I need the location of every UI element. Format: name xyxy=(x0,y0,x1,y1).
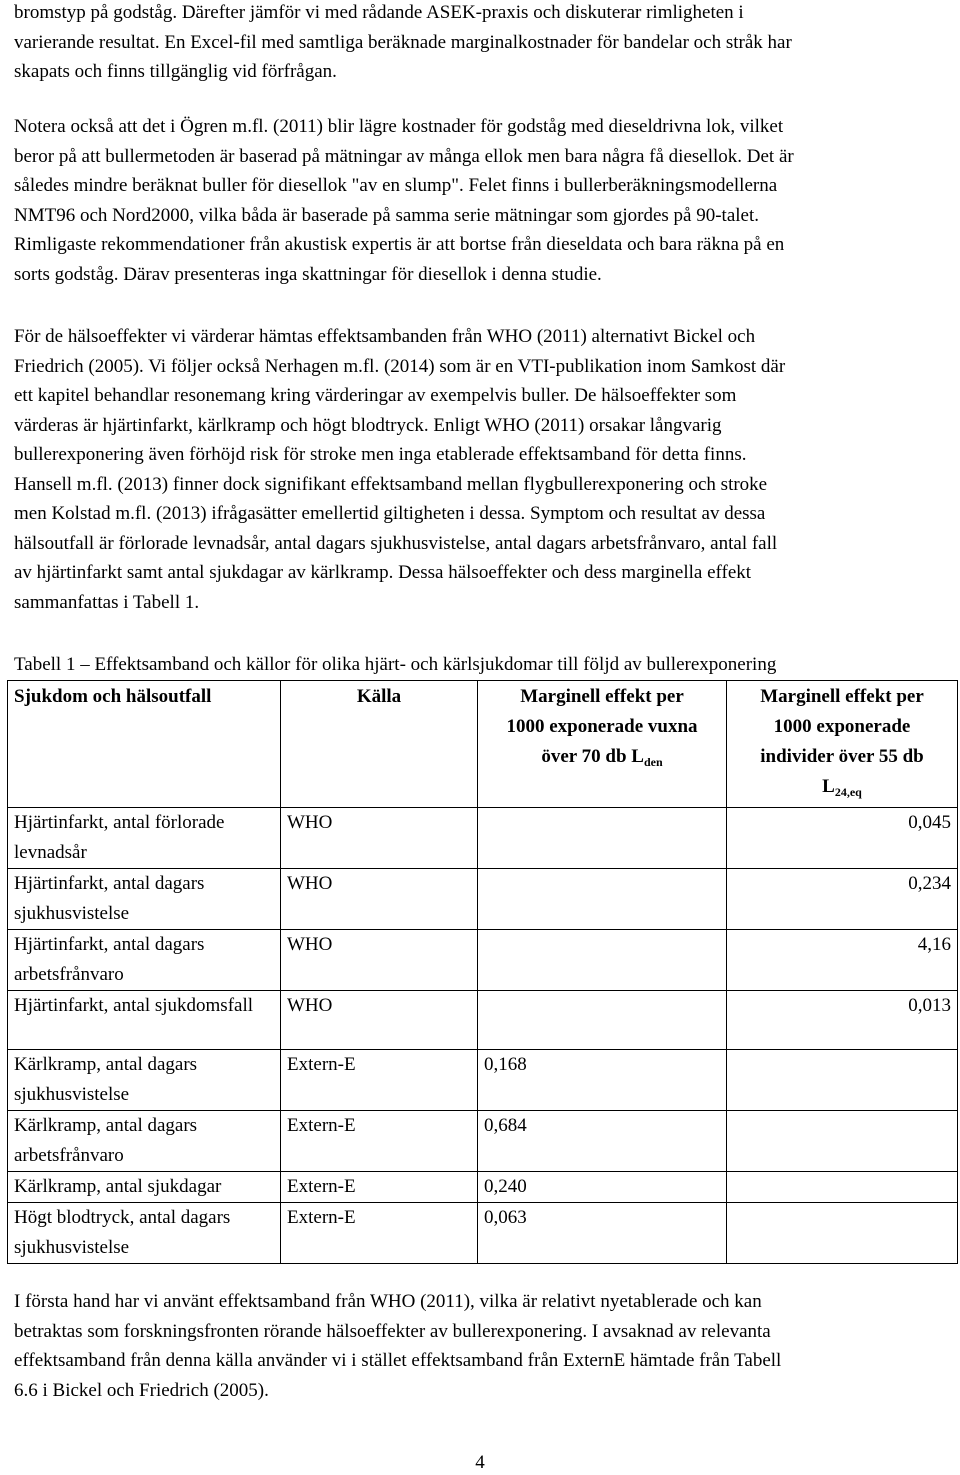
cell-marginal-55db xyxy=(727,1111,958,1172)
diesel-line-3: således mindre beräknat buller för diesellok "av en slump". Felet finns i bullerberäkningsmodellerna xyxy=(14,175,778,196)
cell-marginal-70db: 0,063 xyxy=(478,1203,727,1264)
cell-disease: Hjärtinfarkt, antal sjukdomsfall xyxy=(8,991,281,1050)
page-number: 4 xyxy=(475,1452,485,1473)
header-source: Källa xyxy=(281,681,478,808)
header-disease: Sjukdom och hälsoutfall xyxy=(8,681,281,808)
diesel-paragraph xyxy=(14,112,944,289)
header-marginal-70db: Marginell effekt per 1000 exponerade vuxna över 70 db $L_{den}$ xyxy=(478,681,727,808)
table-caption: Tabell 1 – Effektsamband och källor för olika hjärt- och kärlsjukdomar till följd av bullerexponering xyxy=(14,654,777,675)
cell-disease: Hjärtinfarkt, antal dagars sjukhusvistelse xyxy=(8,869,281,930)
cell-marginal-55db: 4,16 xyxy=(727,930,958,991)
diesel-line-2: beror på att bullermetoden är baserad på mätningar av många ellok men bara några få diesellok. Det är xyxy=(14,145,794,167)
table-row xyxy=(8,1172,958,1203)
cell-marginal-70db: 0,168 xyxy=(478,1050,727,1111)
table-row xyxy=(8,808,958,869)
cell-marginal-55db: 0,234 xyxy=(727,869,958,930)
cell-marginal-55db xyxy=(727,1172,958,1203)
closing-paragraph xyxy=(14,1287,944,1405)
table-header-row xyxy=(8,681,958,808)
table-row xyxy=(8,1203,958,1264)
intro-paragraph xyxy=(14,0,944,87)
cell-disease: Kärlkramp, antal dagars sjukhusvistelse xyxy=(8,1050,281,1111)
health-line-3: ett kapitel behandlar resonemang kring värderingar av exempelvis buller. De hälsoeffekter som xyxy=(14,385,737,406)
cell-disease: Hjärtinfarkt, antal dagars arbetsfrånvaro xyxy=(8,930,281,991)
table-row xyxy=(8,930,958,991)
cell-source: Extern-E xyxy=(281,1172,478,1203)
cell-marginal-70db xyxy=(478,930,727,991)
cell-source: Extern-E xyxy=(281,1050,478,1111)
cell-source: WHO xyxy=(281,991,478,1050)
cell-marginal-70db xyxy=(478,869,727,930)
diesel-line-1: Notera också att det i Ögren m.fl. (2011) blir lägre kostnader för godståg med dieseldrivna lok, vilket xyxy=(14,116,784,137)
health-line-2: Friedrich (2005). Vi följer också Nerhagen m.fl. (2014) som är en VTI-publikation inom Samkost där xyxy=(14,355,786,377)
health-paragraph xyxy=(14,322,944,617)
cell-marginal-70db: 0,240 xyxy=(478,1172,727,1203)
health-line-10: sammanfattas i Tabell 1. xyxy=(14,591,200,613)
cell-marginal-70db: 0,684 xyxy=(478,1111,727,1172)
health-line-5: bullerexponering även förhöjd risk för stroke men inga etablerade effektsamband för detta finns. xyxy=(14,444,747,465)
health-line-6: Hansell m.fl. (2013) finner dock signifikant effektsamband mellan flygbullerexponering och stroke xyxy=(14,473,768,495)
cell-marginal-70db xyxy=(478,808,727,869)
cell-source: WHO xyxy=(281,808,478,869)
intro-line-2: varierande resultat. En Excel-fil med samtliga beräknade marginalkostnader för bandelar och stråk har xyxy=(14,31,792,53)
cell-disease: Hjärtinfarkt, antal förlorade levnadsår xyxy=(8,808,281,869)
diesel-line-4: NMT96 och Nord2000, vilka båda är baserade på samma serie mätningar som gjordes på 90-talet. xyxy=(14,204,759,226)
table-row xyxy=(8,991,958,1050)
cell-marginal-70db xyxy=(478,991,727,1050)
intro-line-1: bromstyp på godståg. Därefter jämför vi med rådande ASEK-praxis och diskuterar rimligheten i xyxy=(14,2,744,23)
diesel-line-6: sorts godståg. Därav presenteras inga skattningar för diesellok i denna studie. xyxy=(14,263,602,285)
closing-line-1: I första hand har vi använt effektsamband från WHO (2011), vilka är relativt nyetablerade och kan xyxy=(14,1291,762,1312)
cell-source: WHO xyxy=(281,869,478,930)
cell-source: Extern-E xyxy=(281,1203,478,1264)
diesel-line-5: Rimligaste rekommendationer från akustisk expertis är att bortse från dieseldata och bara räkna på en xyxy=(14,234,785,255)
table-row xyxy=(8,1111,958,1172)
table-row xyxy=(8,869,958,930)
table-row xyxy=(8,1050,958,1111)
cell-source: WHO xyxy=(281,930,478,991)
cell-marginal-55db: 0,013 xyxy=(727,991,958,1050)
health-line-9: av hjärtinfarkt samt antal sjukdagar av kärlkramp. Dessa hälsoeffekter och dess marginella effekt xyxy=(14,562,752,583)
intro-line-3: skapats och finns tillgänglig vid förfrågan. xyxy=(14,61,337,82)
health-line-8: hälsoutfall är förlorade levnadsår, antal dagars sjukhusvistelse, antal dagars arbetsfrånvaro, antal fall xyxy=(14,532,778,554)
health-line-7: men Kolstad m.fl. (2013) ifrågasätter emellertid giltigheten i dessa. Symptom och resultat av dessa xyxy=(14,503,766,524)
cell-disease: Högt blodtryck, antal dagars sjukhusvistelse xyxy=(8,1203,281,1264)
closing-line-2: betraktas som forskningsfronten rörande hälsoeffekter av bullerexponering. I avsaknad av relevanta xyxy=(14,1320,771,1342)
cell-disease: Kärlkramp, antal sjukdagar xyxy=(8,1172,281,1203)
cell-marginal-55db xyxy=(727,1050,958,1111)
closing-line-3: effektsamband från denna källa använder vi i stället effektsamband från ExternE hämtade från Tabell xyxy=(14,1350,782,1371)
closing-line-4: 6.6 i Bickel och Friedrich (2005). xyxy=(14,1379,269,1401)
cell-marginal-55db: 0,045 xyxy=(727,808,958,869)
cell-source: Extern-E xyxy=(281,1111,478,1172)
cell-disease: Kärlkramp, antal dagars arbetsfrånvaro xyxy=(8,1111,281,1172)
header-marginal-55db: Marginell effekt per 1000 exponerade individer över 55 db $L_{24,eq}$ xyxy=(727,681,958,808)
cell-marginal-55db xyxy=(727,1203,958,1264)
health-line-4: värderas är hjärtinfarkt, kärlkramp och högt blodtryck. Enligt WHO (2011) orsakar långvarig xyxy=(14,414,722,436)
health-line-1: För de hälsoeffekter vi värderar hämtas effektsambanden från WHO (2011) alternativt Bickel och xyxy=(14,326,756,347)
effects-table xyxy=(7,680,958,1264)
